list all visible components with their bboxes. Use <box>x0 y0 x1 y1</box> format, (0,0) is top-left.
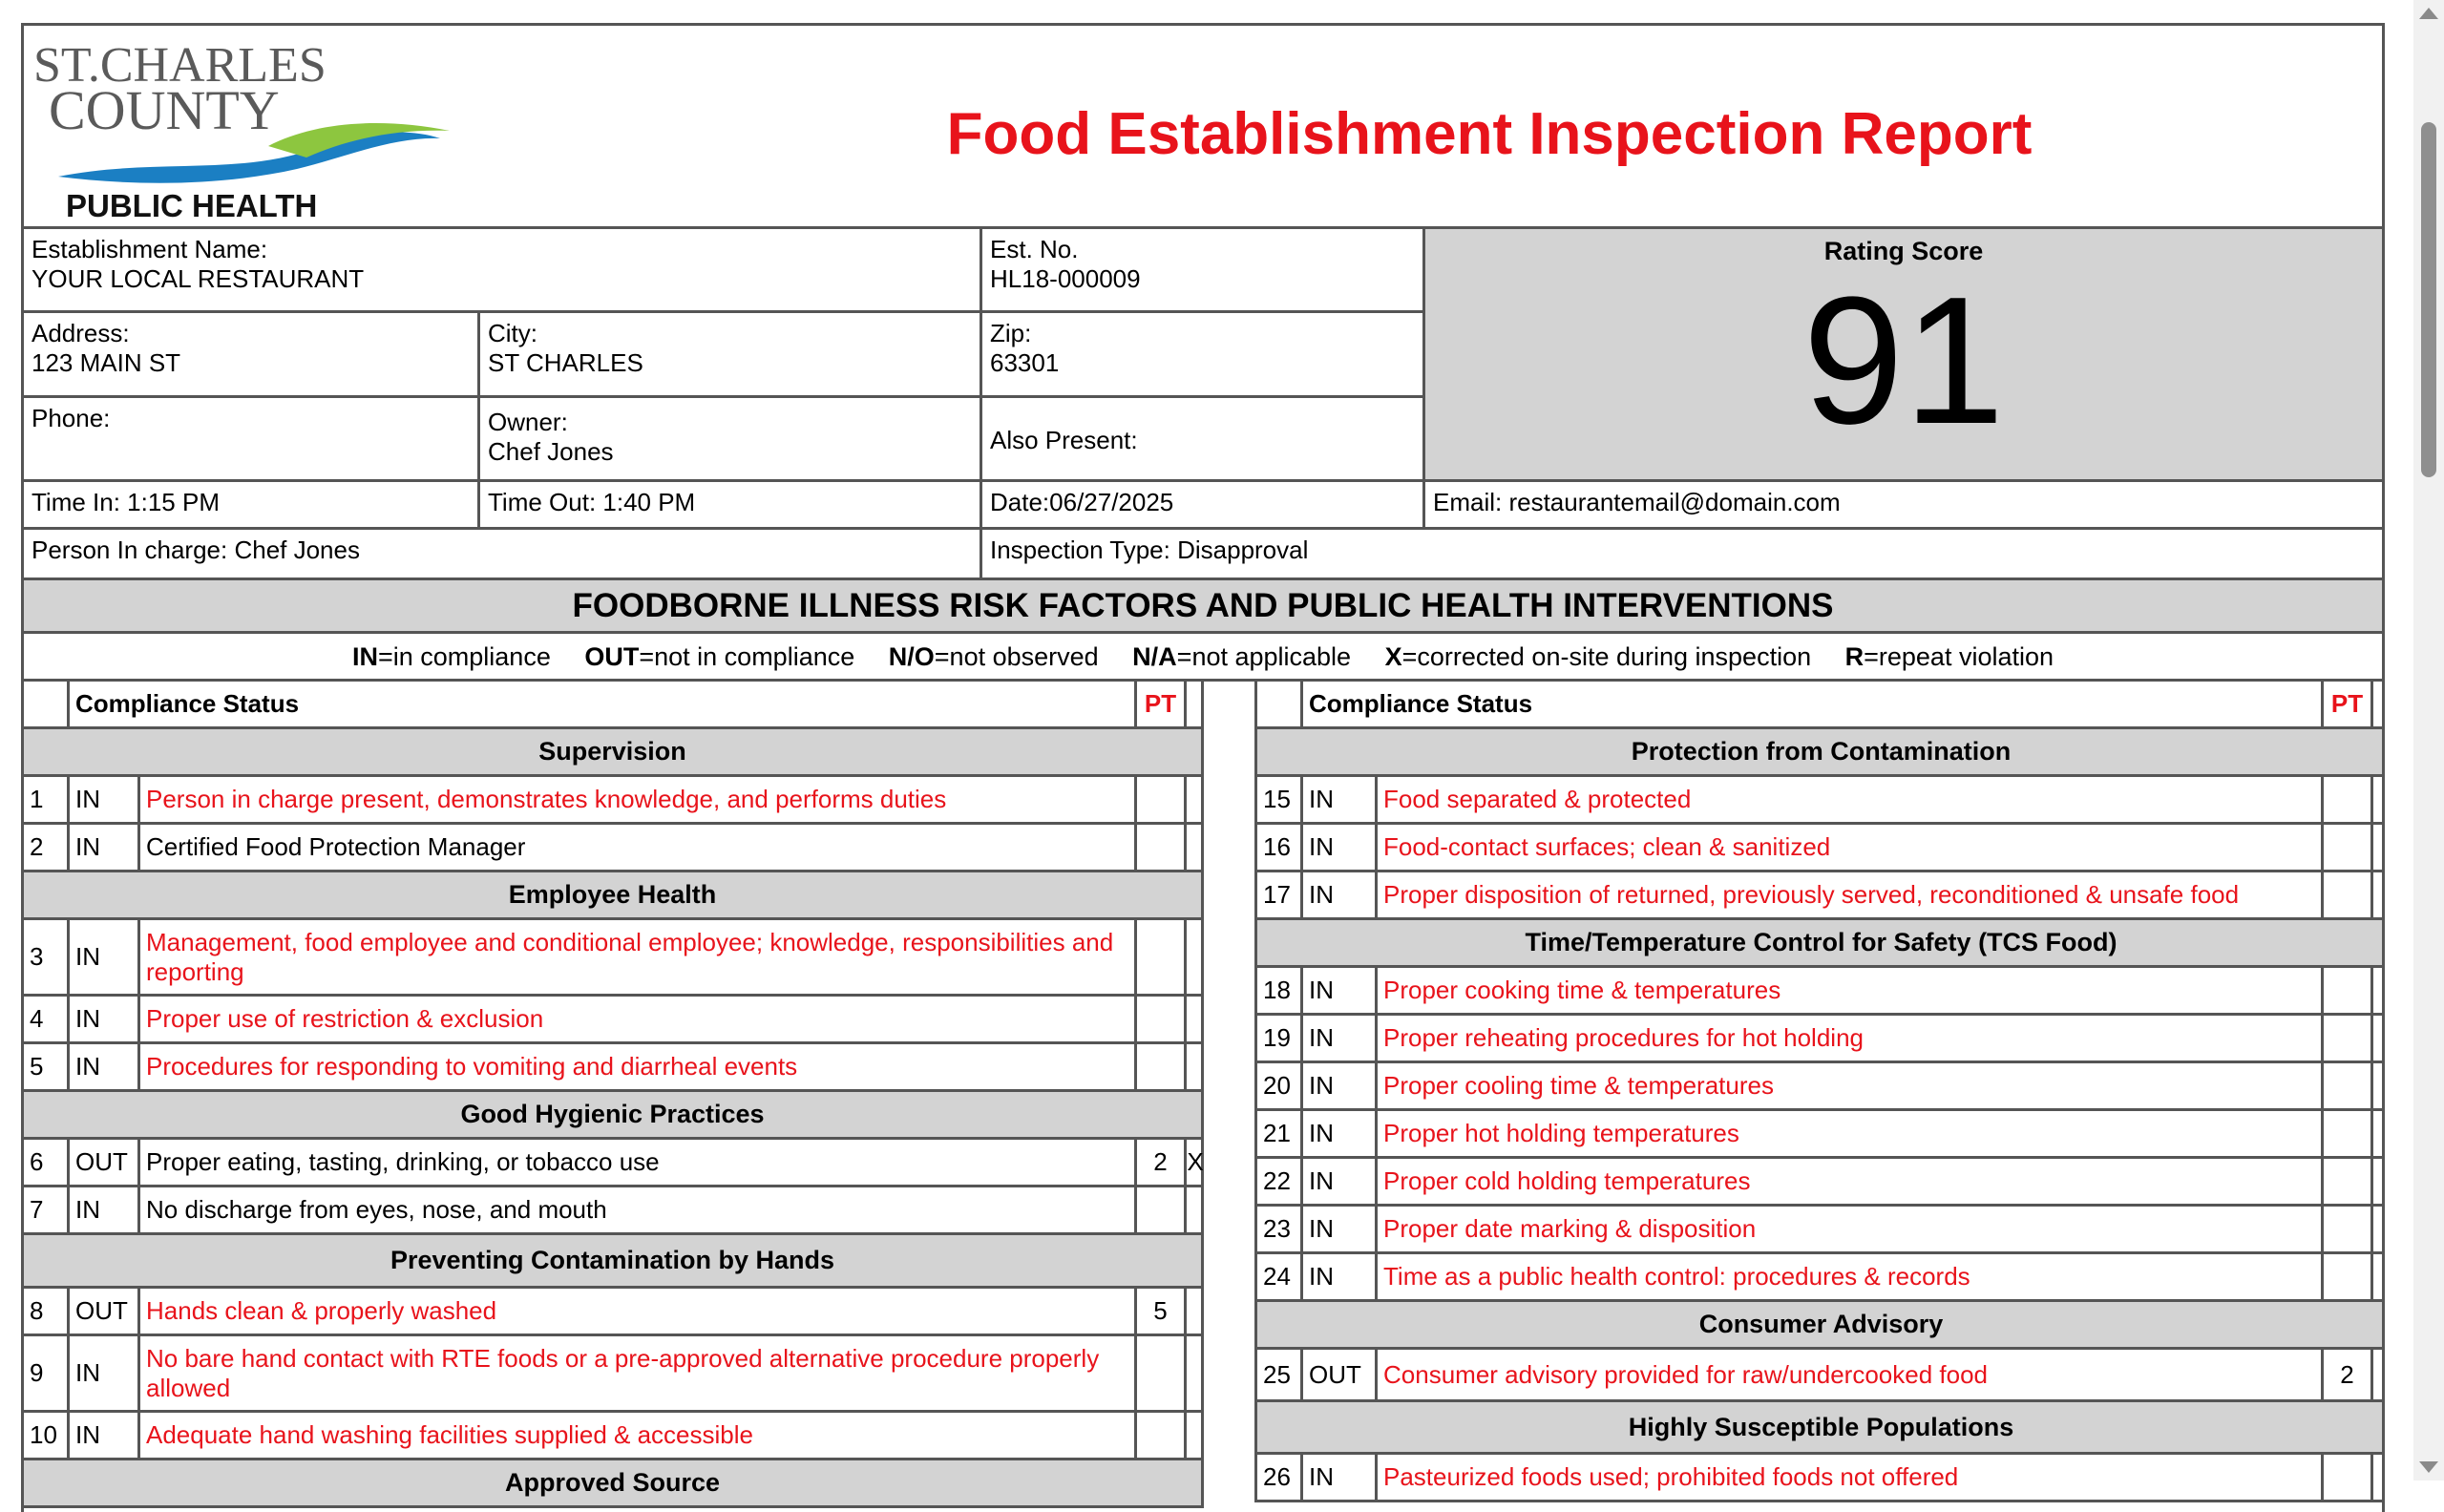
city-label: City: <box>488 319 537 347</box>
logo-text-line2: COUNTY <box>49 79 280 141</box>
item-number: 7 <box>24 1187 70 1232</box>
inspection-type: Inspection Type: Disapproval <box>990 536 1309 564</box>
item-corrected <box>2373 1254 2385 1299</box>
item-corrected <box>1187 1187 1204 1232</box>
item-pt <box>2324 1159 2373 1204</box>
item-number: 23 <box>1257 1207 1303 1251</box>
zip-cell <box>982 313 1425 398</box>
email: Email: restaurantemail@domain.com <box>1433 488 1841 516</box>
city-value: ST CHARLES <box>488 348 643 377</box>
item-status: IN <box>70 1413 140 1458</box>
table-row <box>1254 968 2385 1016</box>
table-row <box>1254 1207 2385 1254</box>
item-description: Proper hot holding temperatures <box>1378 1111 2324 1156</box>
time-out: Time Out: 1:40 PM <box>488 488 696 516</box>
compliance-section-title: Approved Source <box>24 1460 1204 1508</box>
compliance-section-title: Good Hygienic Practices <box>24 1092 1204 1140</box>
item-number: 10 <box>24 1413 70 1458</box>
legend-key: N/O <box>888 642 935 671</box>
item-description: Food-contact surfaces; clean & sanitized <box>1378 825 2324 870</box>
scroll-down-arrow-icon[interactable] <box>2419 1461 2438 1473</box>
item-status: IN <box>70 777 140 822</box>
item-number: 20 <box>1257 1063 1303 1108</box>
establishment-name-cell <box>24 229 982 313</box>
item-number: 15 <box>1257 777 1303 822</box>
item-description: Proper reheating procedures for hot holding <box>1378 1016 2324 1060</box>
compliance-status-header: Compliance Status <box>1303 682 2324 726</box>
item-status: IN <box>1303 825 1378 870</box>
compliance-table-right <box>1254 682 2385 1502</box>
item-number: 25 <box>1257 1350 1303 1399</box>
rating-score-value: 91 <box>1802 260 2005 462</box>
table-row <box>24 1289 1204 1336</box>
item-number: 19 <box>1257 1016 1303 1060</box>
table-row <box>1254 1016 2385 1063</box>
item-status: OUT <box>70 1289 140 1334</box>
table-row <box>24 920 1204 997</box>
item-number: 4 <box>24 997 70 1041</box>
item-status: IN <box>70 920 140 994</box>
legend-item <box>1385 642 1812 671</box>
header-x-cell <box>1187 682 1204 726</box>
item-status: IN <box>70 825 140 870</box>
item-pt <box>1137 1044 1187 1089</box>
item-description: Proper eating, tasting, drinking, or tobacco use <box>140 1140 1137 1185</box>
item-corrected: X <box>1187 1147 1204 1176</box>
item-number: 3 <box>24 920 70 994</box>
legend-item <box>352 642 551 671</box>
table-row <box>24 1140 1204 1187</box>
item-number: 26 <box>1257 1455 1303 1500</box>
item-number: 17 <box>1257 872 1303 917</box>
table-row <box>24 825 1204 872</box>
legend-text: =corrected on-site during inspection <box>1401 642 1812 671</box>
legend-text: =not applicable <box>1176 642 1352 671</box>
item-pt <box>2324 1016 2373 1060</box>
owner-label: Owner: <box>488 408 568 436</box>
risk-factors-banner: FOODBORNE ILLNESS RISK FACTORS AND PUBLIC HEALTH INTERVENTIONS <box>24 580 2382 634</box>
table-row <box>1254 1350 2385 1402</box>
item-status: IN <box>1303 1455 1378 1500</box>
item-description: Pasteurized foods used; prohibited foods not offered <box>1378 1455 2324 1500</box>
time-out-cell <box>480 482 982 530</box>
compliance-table-header <box>24 682 1204 729</box>
item-number: 6 <box>24 1140 70 1185</box>
item-pt <box>2324 1111 2373 1156</box>
item-status: IN <box>70 1044 140 1089</box>
item-pt <box>2324 1455 2373 1500</box>
item-number: 22 <box>1257 1159 1303 1204</box>
report-title: Food Establishment Inspection Report <box>946 101 2033 167</box>
item-corrected <box>2373 872 2385 917</box>
item-description: Proper cold holding temperatures <box>1378 1159 2324 1204</box>
compliance-status-header: Compliance Status <box>70 682 1137 726</box>
person-in-charge-cell <box>24 530 982 578</box>
item-description: Proper disposition of returned, previously served, reconditioned & unsafe food <box>1378 872 2324 917</box>
scrollbar-thumb[interactable] <box>2421 122 2436 477</box>
header-blank-cell <box>24 682 70 726</box>
table-row <box>24 1044 1204 1092</box>
item-pt <box>1137 1336 1187 1410</box>
legend-key: OUT <box>584 642 640 671</box>
item-corrected <box>2373 1111 2385 1156</box>
item-pt <box>2324 968 2373 1013</box>
item-number: 8 <box>24 1289 70 1334</box>
item-corrected <box>2373 1455 2385 1500</box>
item-status: IN <box>70 1187 140 1232</box>
inspection-type-cell <box>982 530 2382 578</box>
item-pt <box>1137 825 1187 870</box>
legend-text: =repeat violation <box>1864 642 2054 671</box>
compliance-section-title: Protection from Contamination <box>1254 729 2385 777</box>
item-pt: 2 <box>2324 1350 2373 1399</box>
phone-cell <box>24 398 480 482</box>
logo-text-line3: PUBLIC HEALTH <box>66 188 318 220</box>
item-description: Certified Food Protection Manager <box>140 825 1137 870</box>
item-status: IN <box>1303 1111 1378 1156</box>
item-description: No discharge from eyes, nose, and mouth <box>140 1187 1137 1232</box>
table-row <box>24 997 1204 1044</box>
address-label: Address: <box>32 319 130 347</box>
item-number: 24 <box>1257 1254 1303 1299</box>
item-corrected <box>2373 1159 2385 1204</box>
compliance-table-header <box>1254 682 2385 729</box>
table-row <box>24 777 1204 825</box>
item-description: Procedures for responding to vomiting and diarrheal events <box>140 1044 1137 1089</box>
item-status: IN <box>1303 968 1378 1013</box>
table-row <box>24 1413 1204 1460</box>
item-description: No bare hand contact with RTE foods or a pre-approved alternative procedure properly allowed <box>140 1336 1137 1410</box>
item-pt <box>1137 1187 1187 1232</box>
est-no-cell <box>982 229 1425 313</box>
county-logo-graphic <box>30 33 459 220</box>
item-corrected <box>2373 1016 2385 1060</box>
item-corrected <box>1187 997 1204 1041</box>
item-corrected <box>1187 1336 1204 1410</box>
table-row <box>1254 777 2385 825</box>
legend-text: =not observed <box>934 642 1099 671</box>
item-pt <box>1137 777 1187 822</box>
item-pt: 5 <box>1137 1289 1187 1334</box>
compliance-section-title: Employee Health <box>24 872 1204 920</box>
establishment-name-value: YOUR LOCAL RESTAURANT <box>32 264 365 293</box>
table-row <box>1254 1254 2385 1302</box>
item-corrected <box>1187 777 1204 822</box>
email-cell <box>1425 482 2382 530</box>
pt-header: PT <box>1137 682 1187 726</box>
item-pt <box>2324 1207 2373 1251</box>
item-corrected <box>1187 1289 1204 1334</box>
legend-key: IN <box>351 642 378 671</box>
pt-header: PT <box>2324 682 2373 726</box>
item-number: 21 <box>1257 1111 1303 1156</box>
establishment-name-label: Establishment Name: <box>32 235 268 263</box>
item-status: IN <box>70 1336 140 1410</box>
logo-text-line1: ST.CHARLES <box>33 38 327 93</box>
item-number: 5 <box>24 1044 70 1089</box>
legend-key: X <box>1384 642 1402 671</box>
vertical-scrollbar[interactable] <box>2413 0 2444 1480</box>
item-description: Adequate hand washing facilities supplied & accessible <box>140 1413 1137 1458</box>
item-pt <box>2324 777 2373 822</box>
establishment-info <box>24 229 2382 580</box>
legend-key: R <box>1844 642 1865 671</box>
item-status: IN <box>1303 1016 1378 1060</box>
est-no-value: HL18-000009 <box>990 264 1141 293</box>
table-row <box>24 1336 1204 1413</box>
item-pt <box>2324 825 2373 870</box>
item-pt <box>2324 1063 2373 1108</box>
item-status: IN <box>70 997 140 1041</box>
item-corrected <box>1187 1044 1204 1089</box>
header-x-cell <box>2373 682 2385 726</box>
address-cell <box>24 313 480 398</box>
item-description: Hands clean & properly washed <box>140 1289 1137 1334</box>
item-status: OUT <box>70 1140 140 1185</box>
item-description: Person in charge present, demonstrates knowledge, and performs duties <box>140 777 1137 822</box>
item-corrected <box>2373 825 2385 870</box>
table-row <box>1254 825 2385 872</box>
item-description: Proper date marking & disposition <box>1378 1207 2324 1251</box>
item-number: 16 <box>1257 825 1303 870</box>
item-description: Food separated & protected <box>1378 777 2324 822</box>
table-row <box>1254 1111 2385 1159</box>
item-corrected <box>2373 1350 2385 1399</box>
legend-item <box>1845 642 2054 671</box>
date-cell <box>982 482 1425 530</box>
rating-score-label: Rating Score <box>1823 237 1984 265</box>
compliance-section-title: Consumer Advisory <box>1254 1302 2385 1350</box>
item-pt: 2 <box>1137 1140 1187 1185</box>
report-header <box>24 26 2382 229</box>
time-in-cell <box>24 482 480 530</box>
item-description: Proper use of restriction & exclusion <box>140 997 1137 1041</box>
city-cell <box>480 313 982 398</box>
owner-value: Chef Jones <box>488 437 614 466</box>
scroll-up-arrow-icon[interactable] <box>2419 8 2438 19</box>
owner-cell <box>480 398 982 482</box>
item-description: Consumer advisory provided for raw/undercooked food <box>1378 1350 2324 1399</box>
item-status: IN <box>1303 1254 1378 1299</box>
item-number: 1 <box>24 777 70 822</box>
table-row <box>1254 1159 2385 1207</box>
item-description: Time as a public health control: procedures & records <box>1378 1254 2324 1299</box>
time-in: Time In: 1:15 PM <box>32 488 220 516</box>
item-description: Management, food employee and conditional employee; knowledge, responsibilities and reporting <box>140 920 1137 994</box>
item-number: 9 <box>24 1336 70 1410</box>
inspection-date: Date:06/27/2025 <box>990 488 1174 516</box>
item-number: 18 <box>1257 968 1303 1013</box>
legend-key: N/A <box>1132 642 1177 671</box>
also-present-cell <box>982 398 1425 482</box>
legend-text: =not in compliance <box>639 642 855 671</box>
header-blank-cell <box>1257 682 1303 726</box>
compliance-tables <box>24 682 2382 1512</box>
legend-item <box>1132 642 1351 671</box>
compliance-section-title: Preventing Contamination by Hands <box>24 1235 1204 1289</box>
zip-value: 63301 <box>990 348 1060 377</box>
item-pt <box>1137 920 1187 994</box>
item-number: 2 <box>24 825 70 870</box>
est-no-label: Est. No. <box>990 235 1079 263</box>
county-logo <box>30 33 459 220</box>
compliance-section-title: Supervision <box>24 729 1204 777</box>
item-corrected <box>1187 825 1204 870</box>
item-pt <box>1137 1413 1187 1458</box>
compliance-table-left <box>24 682 1204 1508</box>
item-corrected <box>2373 1063 2385 1108</box>
status-legend <box>24 634 2382 682</box>
item-corrected <box>1187 1413 1204 1458</box>
address-value: 123 MAIN ST <box>32 348 181 377</box>
legend-item <box>584 642 854 671</box>
item-corrected <box>2373 968 2385 1013</box>
item-corrected <box>2373 1207 2385 1251</box>
zip-label: Zip: <box>990 319 1032 347</box>
compliance-section-title: Time/Temperature Control for Safety (TCS Food) <box>1254 920 2385 968</box>
legend-item <box>889 642 1099 671</box>
item-status: IN <box>1303 872 1378 917</box>
compliance-section-title: Highly Susceptible Populations <box>1254 1402 2385 1455</box>
item-corrected <box>2373 777 2385 822</box>
item-pt <box>2324 1254 2373 1299</box>
item-status: OUT <box>1303 1350 1378 1399</box>
item-status: IN <box>1303 1063 1378 1108</box>
rating-score-box <box>1425 229 2382 482</box>
item-corrected <box>1187 920 1204 994</box>
phone-label: Phone: <box>32 404 111 432</box>
item-pt <box>1137 997 1187 1041</box>
inspection-report <box>21 23 2385 1512</box>
item-status: IN <box>1303 777 1378 822</box>
item-pt <box>2324 872 2373 917</box>
table-row <box>1254 1455 2385 1502</box>
item-description: Proper cooking time & temperatures <box>1378 968 2324 1013</box>
legend-text: =in compliance <box>377 642 551 671</box>
also-present-label: Also Present: <box>990 426 1138 454</box>
person-in-charge: Person In charge: Chef Jones <box>32 536 360 564</box>
item-status: IN <box>1303 1159 1378 1204</box>
item-status: IN <box>1303 1207 1378 1251</box>
table-row <box>1254 872 2385 920</box>
table-row <box>24 1187 1204 1235</box>
item-description: Proper cooling time & temperatures <box>1378 1063 2324 1108</box>
table-row <box>1254 1063 2385 1111</box>
